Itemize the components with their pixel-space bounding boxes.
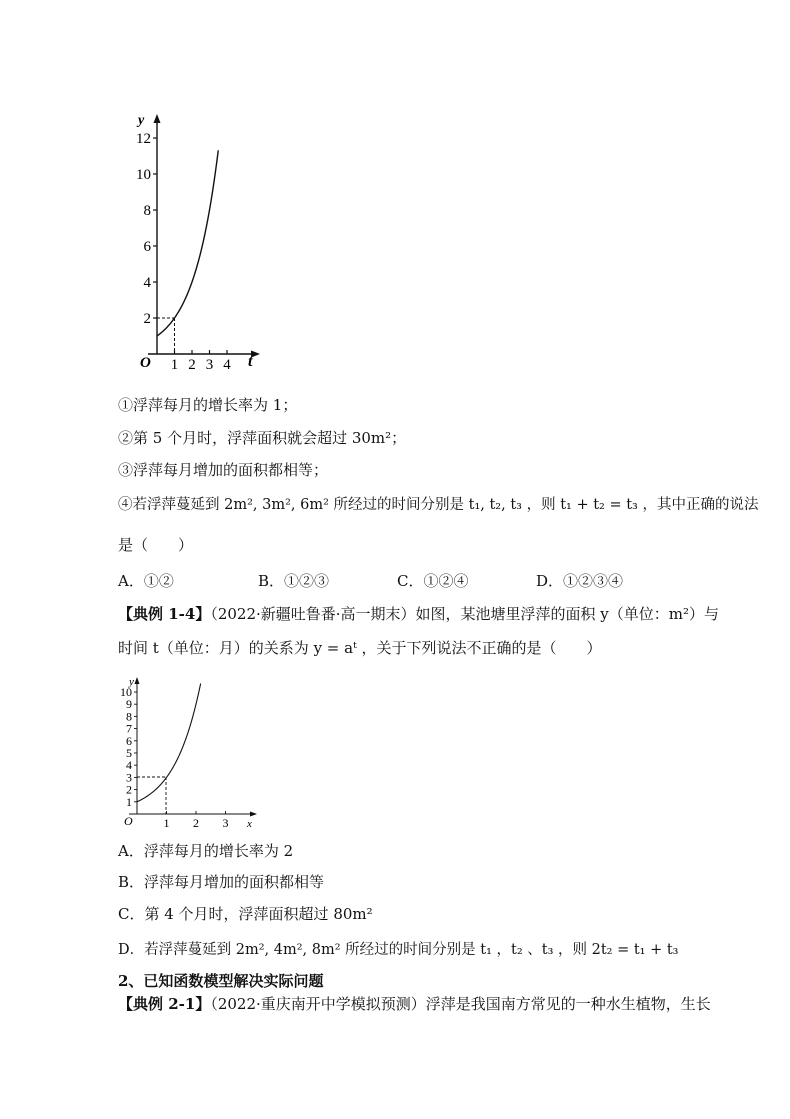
x-tick-label: 3 xyxy=(222,816,229,830)
curve xyxy=(157,150,218,336)
x-tick-label: 2 xyxy=(193,816,199,830)
option-a-1: A．①② xyxy=(118,572,174,590)
y-tick-label: 9 xyxy=(126,697,132,712)
y-tick-label: 10 xyxy=(120,685,132,699)
y-label: y xyxy=(138,113,145,128)
statement-1: ①浮萍每月的增长率为 1； xyxy=(118,396,298,414)
y-tick-label: 10 xyxy=(136,167,151,183)
y-tick-label: 4 xyxy=(126,758,132,773)
y-tick-label: 1 xyxy=(126,794,132,809)
y-tick-label: 3 xyxy=(126,770,132,785)
example-1-4-line-2: 时间 t（单位：月）的关系为 y = aᵗ ，关于下列说法不正确的是（ ） xyxy=(118,639,602,657)
x-tick-label: 1 xyxy=(163,816,170,830)
y-tick-label: 6 xyxy=(143,239,151,255)
statement-4: ④若浮萍蔓延到 2m², 3m², 6m² 所经过的时间分别是 t₁, t₂, t₃ ，则 t₁ + t₂ = t₃ ，其中正确的说法 xyxy=(118,497,759,513)
x-axis-arrow xyxy=(250,812,257,817)
y-label: y xyxy=(129,676,134,688)
t-tick-label: 2 xyxy=(188,357,196,372)
t-tick-label: 3 xyxy=(205,357,214,372)
y-tick-label: 2 xyxy=(126,782,132,797)
option-d-2: D．若浮萍蔓延到 2m², 4m², 8m² 所经过的时间分别是 t₁ ，t₂ 、t₃ ，则 2t₂ = t₁ + t₃ xyxy=(118,942,679,958)
option-b-1: B．①②③ xyxy=(258,572,330,590)
example-1-4-tag: 【典例 1-4】 xyxy=(118,605,211,623)
option-c-1: C．①②④ xyxy=(397,572,469,590)
example-2-1-text: （2022·重庆南开中学模拟预测）浮萍是我国南方常见的一种水生植物，生长 xyxy=(210,995,711,1013)
option-b-2: B．浮萍每月增加的面积都相等 xyxy=(118,873,325,891)
y-tick-label: 6 xyxy=(126,733,132,748)
y-tick-label: 7 xyxy=(126,721,132,736)
y-axis-arrow xyxy=(154,114,161,123)
y-tick-label: 12 xyxy=(136,131,151,147)
origin-label: O xyxy=(124,814,133,828)
y-axis-arrow xyxy=(135,677,140,684)
section-2-heading: 2、已知函数模型解决实际问题 xyxy=(118,972,324,990)
example-2-1-line xyxy=(118,994,711,1014)
y-tick-label: 4 xyxy=(143,275,151,291)
curve xyxy=(137,683,201,801)
y-tick-label: 8 xyxy=(126,709,132,724)
t-tick-label: 4 xyxy=(223,357,231,372)
t-tick-label: 1 xyxy=(170,357,179,372)
y-tick-label: 2 xyxy=(143,311,151,327)
example-1-4-line-1 xyxy=(118,604,719,624)
t-label: t xyxy=(248,353,253,370)
y-tick-label: 5 xyxy=(126,746,132,760)
option-c-2: C．第 4 个月时，浮萍面积超过 80m² xyxy=(118,905,373,923)
statement-tail: 是（ ） xyxy=(118,536,194,554)
statement-3: ③浮萍每月增加的面积都相等； xyxy=(118,461,329,479)
option-d-1: D．①②③④ xyxy=(536,572,624,590)
statement-2: ②第 5 个月时，浮萍面积就会超过 30m²； xyxy=(118,429,407,447)
x-label: x xyxy=(247,818,252,830)
y-tick-label: 8 xyxy=(143,203,151,219)
exponential-graph-1 xyxy=(130,110,270,372)
example-1-4-text: （2022·新疆吐鲁番·高一期末）如图，某池塘里浮萍的面积 y（单位：m²）与 xyxy=(210,605,720,623)
exponential-graph-2 xyxy=(115,672,265,832)
origin-label: O xyxy=(140,355,151,371)
option-a-2: A．浮萍每月的增长率为 2 xyxy=(118,842,294,860)
example-2-1-tag: 【典例 2-1】 xyxy=(118,995,211,1013)
